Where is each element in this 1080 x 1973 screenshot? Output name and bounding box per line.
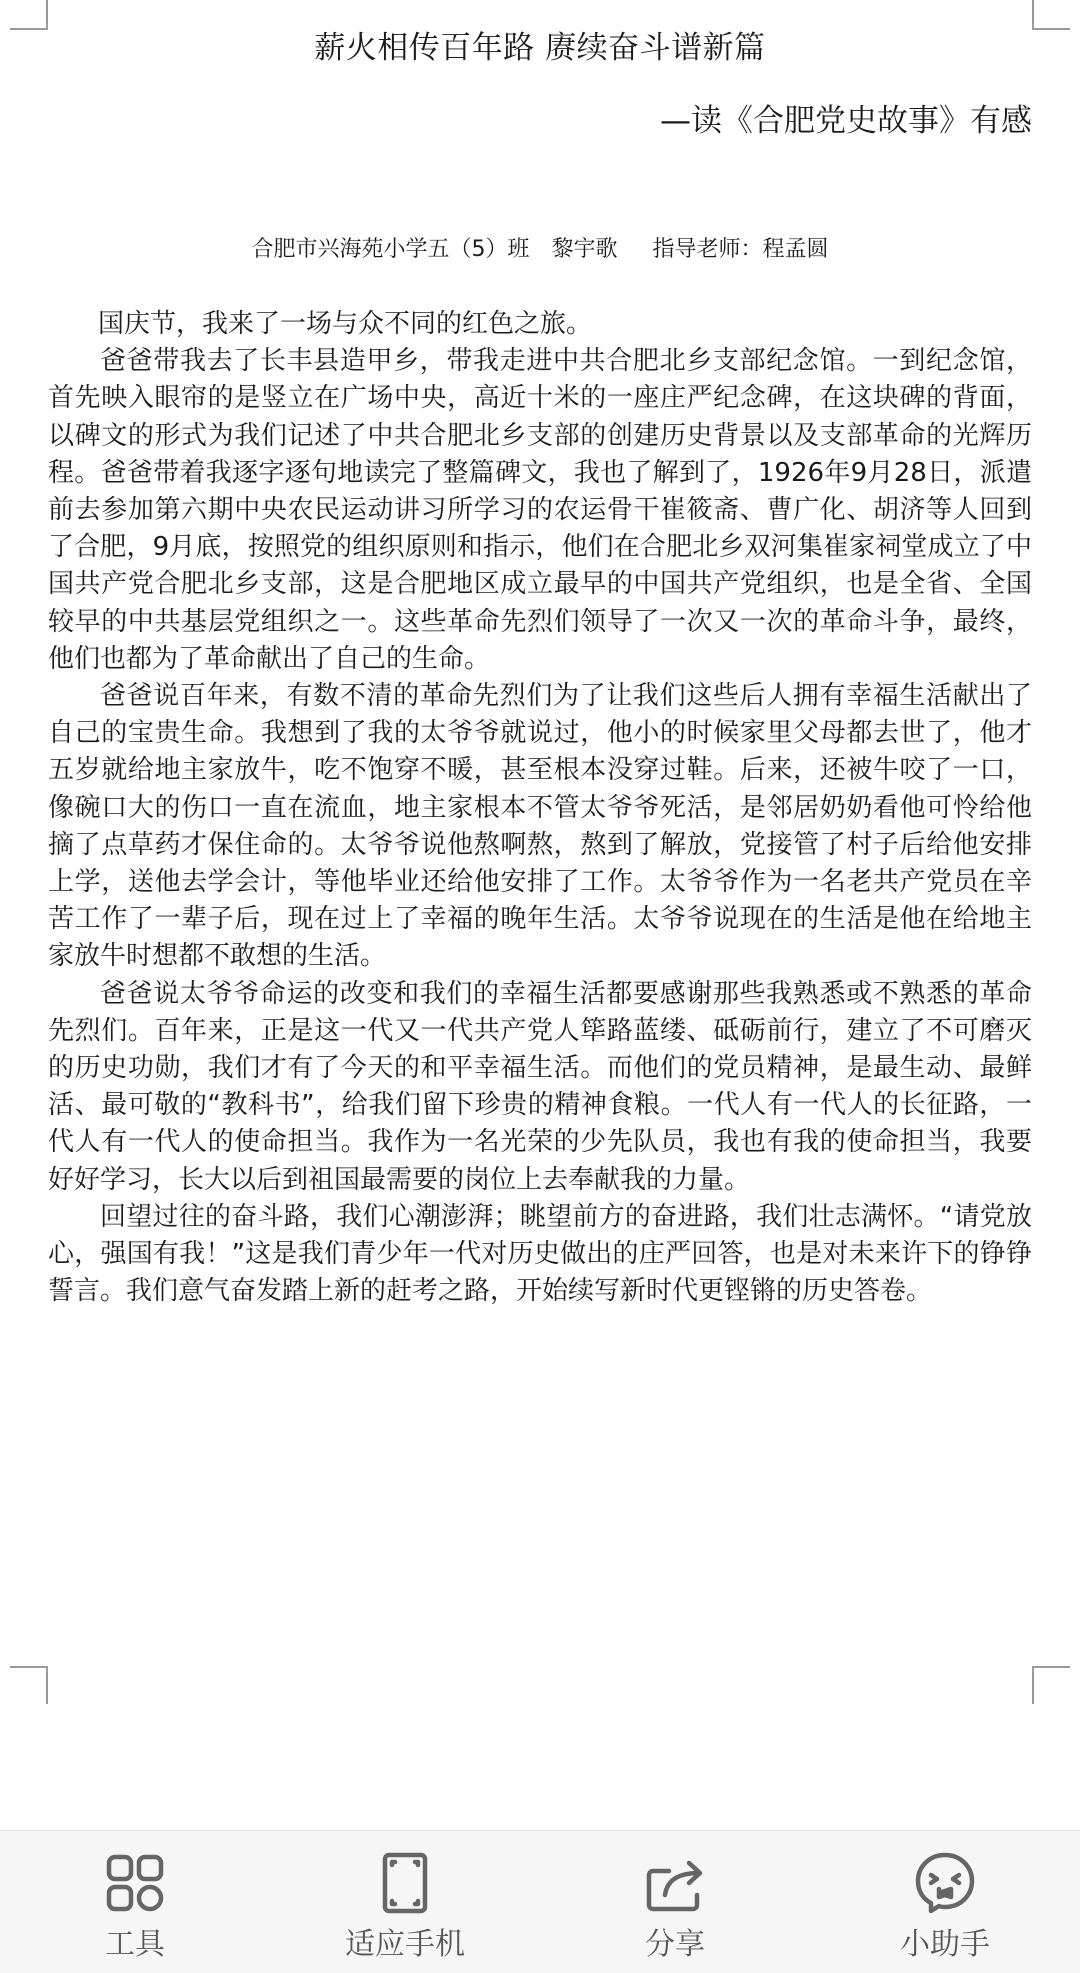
fit-phone-icon bbox=[373, 1851, 437, 1915]
tools-label: 工具 bbox=[105, 1927, 165, 1962]
share-label: 分享 bbox=[645, 1927, 705, 1962]
assistant-face-icon bbox=[913, 1851, 977, 1915]
body-paragraph: 国庆节，我来了一场与众不同的红色之旅。 bbox=[98, 309, 593, 339]
bottom-toolbar bbox=[0, 1830, 1080, 1973]
tools-grid-icon bbox=[103, 1851, 167, 1915]
teacher-info: 指导老师：程孟圆 bbox=[652, 237, 829, 262]
page-corner-mark bbox=[1032, 1666, 1070, 1704]
document-title: 薪火相传百年路 赓续奋斗谱新篇 bbox=[314, 30, 766, 66]
body-paragraph: 爸爸说百年来，有数不清的革命先烈们为了让我们这些后人拥有幸福生活献出了自己的宝贵生命。我想到了我的太爷爷就说过，他小的时候家里父母都去世了，他才五岁就给地主家放牛，吃不饱穿不暖，甚至根本没穿过鞋。后来，还被牛咬了一口，像碗口大的伤口一直在流血，地主家根本不管太爷爷死活，是邻居奶奶看他可怜给他摘了点草药才保住命的。太爷爷说他熬啊熬，熬到了解放，党接管了村子后给他安排上学，送他去学会计，等他毕业还给他安排了工作。太爷爷作为一名老共产党员在辛苦工作了一辈子后，现在过上了幸福的晚年生活。太爷爷说现在的生活是他在给地主家放牛时想都不敢想的生活。 bbox=[48, 681, 1032, 972]
author-byline bbox=[0, 234, 1080, 266]
body-paragraph: 回望过往的奋斗路，我们心潮澎湃；眺望前方的奋进路，我们壮志满怀。“请党放心，强国有我！”这是我们青少年一代对历史做出的庄严回答，也是对未来许下的铮铮誓言。我们意气奋发踏上新的赶考之路，开始续写新时代更铿锵的历史答卷。 bbox=[48, 1201, 1032, 1307]
fit-phone-label: 适应手机 bbox=[345, 1927, 465, 1962]
document-body bbox=[48, 306, 1032, 1310]
body-paragraph: 爸爸带我去了长丰县造甲乡，带我走进中共合肥北乡支部纪念馆。一到纪念馆，首先映入眼帘的是竖立在广场中央，高近十米的一座庄严纪念碑，在这块碑的背面，以碑文的形式为我们记述了中共合肥北乡支部的创建历史背景以及支部革命的光辉历程。爸爸带着我逐字逐句地读完了整篇碑文，我也了解到了，1926年9月28日，派遣前去参加第六期中央农民运动讲习所学习的农运骨干崔筱斋、曹广化、胡济等人回到了合肥，9月底，按照党的组织原则和指示，他们在合肥北乡双河集崔家祠堂成立了中国共产党合肥北乡支部，这是合肥地区成立最早的中国共产党组织，也是全省、全国较早的中共基层党组织之一。这些革命先烈们领导了一次又一次的革命斗争，最终，他们也都为了革命献出了自己的生命。 bbox=[48, 346, 1032, 674]
assistant-label: 小助手 bbox=[900, 1927, 990, 1962]
page-corner-mark bbox=[10, 1666, 48, 1704]
assistant-button[interactable] bbox=[845, 1831, 1045, 1973]
fit-phone-button[interactable] bbox=[305, 1831, 505, 1973]
body-paragraph: 爸爸说太爷爷命运的改变和我们的幸福生活都要感谢那些我熟悉或不熟悉的革命先烈们。百年来，正是这一代又一代共产党人筚路蓝缕、砥砺前行，建立了不可磨灭的历史功勋，我们才有了今天的和平幸福生活。而他们的党员精神，是最生动、最鲜活、最可敬的“教科书”，给我们留下珍贵的精神食粮。一代人有一代人的长征路，一代人有一代人的使命担当。我作为一名光荣的少先队员，我也有我的使命担当，我要好好学习，长大以后到祖国最需要的岗位上去奉献我的力量。 bbox=[48, 978, 1032, 1195]
document-subtitle: —读《合肥党史故事》有感 bbox=[660, 103, 1032, 139]
share-button[interactable] bbox=[575, 1831, 775, 1973]
tools-button[interactable] bbox=[35, 1831, 235, 1973]
author-info: 合肥市兴海苑小学五（5）班 黎宇歌 bbox=[251, 237, 618, 262]
share-icon bbox=[643, 1851, 707, 1915]
